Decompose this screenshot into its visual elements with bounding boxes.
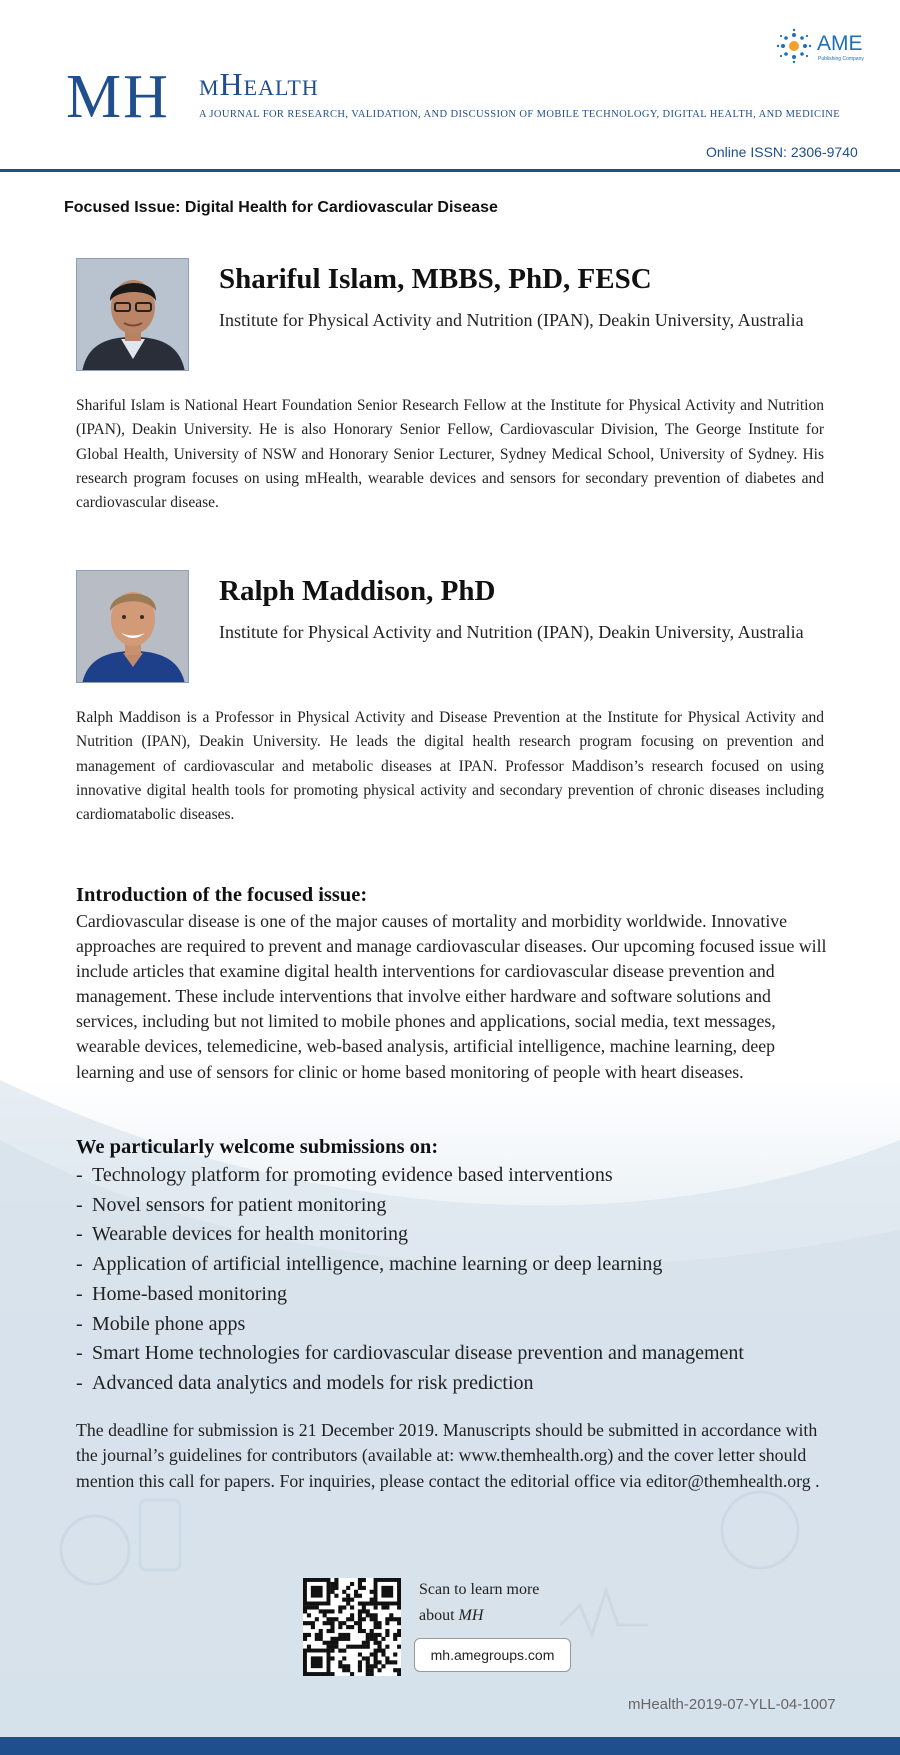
focused-issue-title: Focused Issue: Digital Health for Cardiovascular Disease bbox=[64, 199, 498, 216]
list-item: - Wearable devices for health monitoring bbox=[76, 1223, 409, 1246]
editor-photo bbox=[76, 258, 189, 371]
list-item: - Technology platform for promoting evidence based interventions bbox=[76, 1164, 613, 1186]
list-item: - Advanced data analytics and models for risk prediction bbox=[76, 1371, 534, 1394]
document-code: mHealth-2019-07-YLL-04-1007 bbox=[628, 1696, 836, 1713]
submission-topics-list bbox=[76, 1161, 744, 1399]
issn: Online ISSN: 2306-9740 bbox=[706, 144, 858, 160]
intro-heading: Introduction of the focused issue: bbox=[76, 884, 368, 906]
footer-bar bbox=[0, 1737, 900, 1755]
journal-logo: MH bbox=[66, 63, 170, 131]
scan-caption bbox=[419, 1577, 539, 1629]
editor-name: Ralph Maddison, PhD bbox=[219, 575, 496, 607]
journal-subtitle: A JOURNAL FOR RESEARCH, VALIDATION, AND DISCUSSION OF MOBILE TECHNOLOGY, DIGITAL HEALTH, AND MEDICINE bbox=[199, 109, 841, 120]
intro-text: Cardiovascular disease is one of the major causes of mortality and morbidity worldwide. Innovative approaches are required to prevent and manage cardiovascular diseases. Our upcoming focused issue will include articles that examine digital health interventions for cardiovascular disease prevention and management. These include interventions that involve either hardware and software solutions and services, including but not limited to mobile phones and applications, social media, text messages, wearable devices, telemedicine, web-based analysis, artificial intelligence, machine learning, deep learning and use of sensors for clinic or home based monitoring of people with heart diseases. bbox=[76, 911, 827, 1082]
list-item: - Home-based monitoring bbox=[76, 1282, 287, 1305]
publisher-name: AME bbox=[817, 32, 863, 55]
deadline-text: The deadline for submission is 21 December 2019. Manuscripts should be submitted in accordance with the journal’s guidelines for contributors (available at: www.themhealth.org) and the cover letter should mention this call for papers. For inquiries, please contact the editorial office via editor@themhealth.org . bbox=[76, 1420, 820, 1491]
editor-affiliation: Institute for Physical Activity and Nutrition (IPAN), Deakin University, Australia bbox=[219, 622, 804, 642]
editor-bio: Shariful Islam is National Heart Foundation Senior Research Fellow at the Institute for Physical Activity and Nutrition (IPAN), Deakin University. He is also Honorary Senior Fellow, Cardiovascular Division, The George Institute for Global Health, University of NSW and Honorary Senior Lecturer, Sydney Medical School, University of Sydney. His research program focuses on using mHealth, wearable devices and sensors for secondary prevention of diabetes and cardiovascular disease. bbox=[76, 397, 824, 512]
list-item: - Application of artificial intelligence, machine learning or deep learning bbox=[76, 1253, 663, 1276]
list-item: - Mobile phone apps bbox=[76, 1312, 246, 1335]
list-item: - Smart Home technologies for cardiovascular disease prevention and management bbox=[76, 1342, 744, 1365]
journal-url-link[interactable]: mh.amegroups.com bbox=[414, 1638, 571, 1672]
editor-bio: Ralph Maddison is a Professor in Physical Activity and Disease Prevention at the Institute for Physical Activity and Nutrition (IPAN), Deakin University. He leads the digital health research program focusing on prevention and management of cardiovascular and metabolic diseases at IPAN. Professor Maddison’s research focused on using innovative digital health tools for promoting physical activity and secondary prevention of chronic diseases including cardiomatabolic diseases. bbox=[76, 709, 824, 824]
editor-affiliation: Institute for Physical Activity and Nutrition (IPAN), Deakin University, Australia bbox=[219, 310, 804, 330]
qr-code-icon[interactable] bbox=[303, 1578, 401, 1676]
submissions-heading: We particularly welcome submissions on: bbox=[76, 1136, 439, 1158]
scan-line-1: Scan to learn more bbox=[419, 1581, 540, 1598]
journal-name: mHealth bbox=[199, 66, 319, 102]
header-divider bbox=[0, 169, 900, 172]
publisher-subtitle: Publishing Company bbox=[818, 56, 864, 62]
header bbox=[0, 0, 900, 172]
scan-line-2: about MH bbox=[419, 1607, 484, 1624]
editor-photo bbox=[76, 570, 189, 683]
editor-name: Shariful Islam, MBBS, PhD, FESC bbox=[219, 263, 652, 295]
list-item: - Novel sensors for patient monitoring bbox=[76, 1193, 387, 1216]
